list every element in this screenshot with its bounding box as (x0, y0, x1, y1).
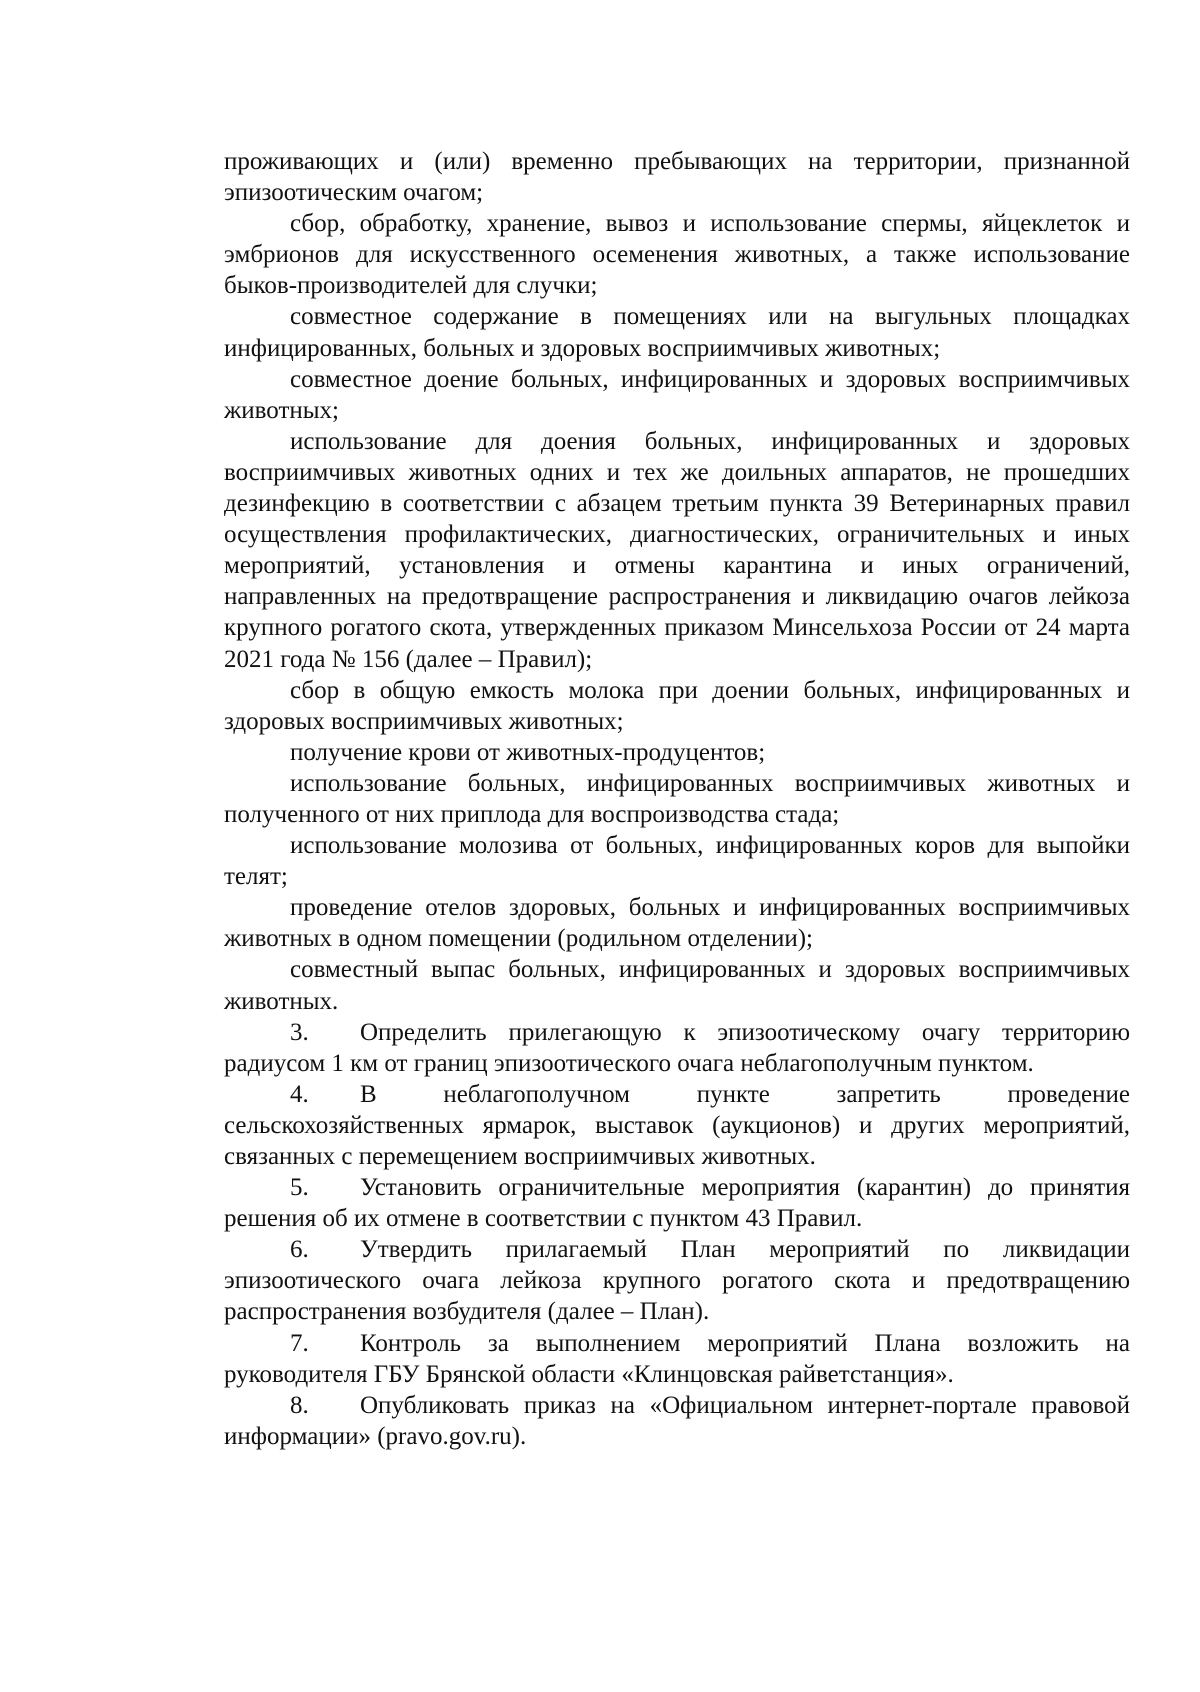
prohibition-item: сбор, обработку, хранение, вывоз и использование спермы, яйцеклеток и эмбрионов для искусственного осеменения животных, а также использование быков-производителей для случки; (224, 210, 1130, 300)
numbered-clause-7 (224, 1328, 1130, 1390)
prohibition-item: совместное доение больных, инфицированных и здоровых восприимчивых животных; (224, 365, 1130, 424)
clause-number: 5. (290, 1174, 309, 1202)
prohibition-item: совместное содержание в помещениях или на выгульных площадках инфицированных, больных и здоровых восприимчивых животных; (224, 303, 1130, 362)
numbered-clause-5 (224, 1172, 1130, 1234)
clause-text: Контроль за выполнением мероприятий Плана возложить на руководителя ГБУ Брянской области «Клинцовская райветстанция». (224, 1329, 1130, 1388)
clause-text: Опубликовать приказ на «Официальном интернет-портале правовой информации» (pravo.gov.ru). (224, 1391, 1130, 1450)
prohibition-item: использование для доения больных, инфицированных и здоровых восприимчивых животных одних и тех же доильных аппаратов, не прошедших дезинфекцию в соответствии с абзацем третьим пункта 39 Ветеринарных правил осуществления профилактических, диагностических, ограничительных и иных мероприятий, установления и отмены карантина и иных ограничений, направленных на предотвращение распространения и ликвидацию очагов лейкоза крупного рогатого скота, утвержденных приказом Минсельхоза России от 24 марта 2021 года № 156 (далее – Правил); (224, 427, 1130, 673)
clause-number: 6. (290, 1236, 309, 1264)
paragraph-continuation: проживающих и (или) временно пребывающих на территории, признанной эпизоотическим очагом; (224, 148, 1130, 207)
prohibition-item: использование больных, инфицированных восприимчивых животных и полученного от них приплода для воспроизводства стада; (224, 769, 1130, 828)
clause-text: В неблагополучном пункте запретить проведение сельскохозяйственных ярмарок, выставок (аукционов) и других мероприятий, связанных с перемещением восприимчивых животных. (224, 1080, 1130, 1170)
numbered-clause-6 (224, 1234, 1130, 1327)
numbered-clause-8 (224, 1390, 1130, 1452)
clause-text: Установить ограничительные мероприятия (карантин) до принятия решения об их отмене в соответствии с пунктом 43 Правил. (224, 1174, 1130, 1233)
prohibition-item: использование молозива от больных, инфицированных коров для выпойки телят; (224, 832, 1130, 891)
prohibition-item: проведение отелов здоровых, больных и инфицированных восприимчивых животных в одном помещении (родильном отделении); (224, 894, 1130, 953)
prohibition-item: совместный выпас больных, инфицированных и здоровых восприимчивых животных. (224, 956, 1130, 1015)
numbered-clause-3 (224, 1017, 1130, 1079)
clause-number: 7. (290, 1329, 309, 1357)
clause-text: Утвердить прилагаемый План мероприятий по ликвидации эпизоотического очага лейкоза крупного рогатого скота и предотвращению распространения возбудителя (далее – План). (224, 1236, 1130, 1326)
clause-number: 8. (290, 1391, 309, 1419)
clause-text: Определить прилегающую к эпизоотическому очагу территорию радиусом 1 км от границ эпизоотического очага неблагополучным пунктом. (224, 1018, 1130, 1077)
clause-number: 3. (290, 1018, 309, 1046)
document-body (224, 146, 1130, 1452)
prohibition-item: сбор в общую емкость молока при доении больных, инфицированных и здоровых восприимчивых животных; (224, 676, 1130, 735)
clause-number: 4. (290, 1080, 309, 1108)
prohibition-item: получение крови от животных-продуцентов; (290, 738, 766, 766)
numbered-clause-4 (224, 1079, 1130, 1172)
